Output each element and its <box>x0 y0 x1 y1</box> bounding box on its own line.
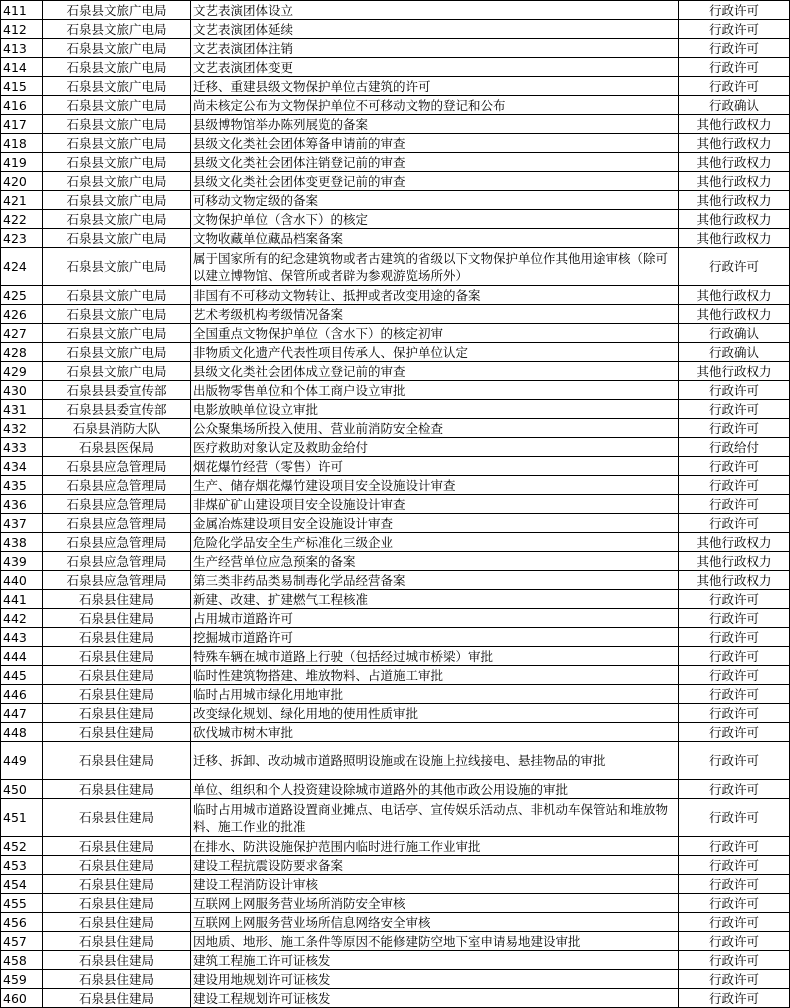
power-type-cell: 行政许可 <box>679 742 790 780</box>
department-cell: 石泉县文旅广电局 <box>43 1 191 20</box>
power-type-cell: 行政许可 <box>679 780 790 799</box>
row-number-cell: 424 <box>1 248 43 286</box>
item-name-cell: 挖掘城市道路许可 <box>191 628 679 647</box>
table-row <box>1 875 790 894</box>
row-number-cell: 436 <box>1 495 43 514</box>
table-row <box>1 837 790 856</box>
item-name-cell: 艺术考级机构考级情况备案 <box>191 305 679 324</box>
item-name-cell: 文物保护单位（含水下）的核定 <box>191 210 679 229</box>
table-row <box>1 191 790 210</box>
power-type-cell: 行政许可 <box>679 932 790 951</box>
department-cell: 石泉县应急管理局 <box>43 457 191 476</box>
item-name-cell: 文艺表演团体变更 <box>191 58 679 77</box>
power-type-cell: 行政许可 <box>679 856 790 875</box>
row-number-cell: 460 <box>1 989 43 1008</box>
row-number-cell: 430 <box>1 381 43 400</box>
department-cell: 石泉县医保局 <box>43 438 191 457</box>
row-number-cell: 440 <box>1 571 43 590</box>
department-cell: 石泉县文旅广电局 <box>43 134 191 153</box>
table-row <box>1 571 790 590</box>
row-number-cell: 412 <box>1 20 43 39</box>
table-row <box>1 153 790 172</box>
item-name-cell: 建筑工程施工许可证核发 <box>191 951 679 970</box>
table-row <box>1 229 790 248</box>
item-name-cell: 因地质、地形、施工条件等原因不能修建防空地下室申请易地建设审批 <box>191 932 679 951</box>
department-cell: 石泉县文旅广电局 <box>43 20 191 39</box>
row-number-cell: 421 <box>1 191 43 210</box>
item-name-cell: 电影放映单位设立审批 <box>191 400 679 419</box>
item-name-cell: 非国有不可移动文物转让、抵押或者改变用途的备案 <box>191 286 679 305</box>
item-name-cell: 新建、改建、扩建燃气工程核准 <box>191 590 679 609</box>
department-cell: 石泉县应急管理局 <box>43 533 191 552</box>
item-name-cell: 出版物零售单位和个体工商户设立审批 <box>191 381 679 400</box>
row-number-cell: 456 <box>1 913 43 932</box>
table-row <box>1 362 790 381</box>
department-cell: 石泉县住建局 <box>43 989 191 1008</box>
power-type-cell: 行政许可 <box>679 457 790 476</box>
power-type-cell: 行政许可 <box>679 837 790 856</box>
department-cell: 石泉县消防大队 <box>43 419 191 438</box>
department-cell: 石泉县住建局 <box>43 913 191 932</box>
department-cell: 石泉县文旅广电局 <box>43 362 191 381</box>
table-row <box>1 476 790 495</box>
department-cell: 石泉县文旅广电局 <box>43 39 191 58</box>
table-row <box>1 286 790 305</box>
department-cell: 石泉县文旅广电局 <box>43 115 191 134</box>
table-row <box>1 970 790 989</box>
power-type-cell: 其他行政权力 <box>679 134 790 153</box>
item-name-cell: 特殊车辆在城市道路上行驶（包括经过城市桥梁）审批 <box>191 647 679 666</box>
table-row <box>1 628 790 647</box>
table-row <box>1 210 790 229</box>
power-type-cell: 行政许可 <box>679 381 790 400</box>
table-row <box>1 685 790 704</box>
table-row <box>1 77 790 96</box>
department-cell: 石泉县文旅广电局 <box>43 305 191 324</box>
row-number-cell: 425 <box>1 286 43 305</box>
item-name-cell: 第三类非药品类易制毒化学品经营备案 <box>191 571 679 590</box>
table-row <box>1 96 790 115</box>
power-type-cell: 其他行政权力 <box>679 552 790 571</box>
power-type-cell: 行政确认 <box>679 96 790 115</box>
power-type-cell: 行政许可 <box>679 58 790 77</box>
row-number-cell: 419 <box>1 153 43 172</box>
power-type-cell: 行政许可 <box>679 951 790 970</box>
department-cell: 石泉县住建局 <box>43 685 191 704</box>
table-row <box>1 39 790 58</box>
item-name-cell: 文艺表演团体延续 <box>191 20 679 39</box>
item-name-cell: 金属冶炼建设项目安全设施设计审查 <box>191 514 679 533</box>
table-row <box>1 457 790 476</box>
table-row <box>1 552 790 571</box>
power-type-cell: 行政许可 <box>679 913 790 932</box>
power-type-cell: 行政许可 <box>679 666 790 685</box>
department-cell: 石泉县住建局 <box>43 856 191 875</box>
table-row <box>1 742 790 780</box>
item-name-cell: 砍伐城市树木审批 <box>191 723 679 742</box>
row-number-cell: 443 <box>1 628 43 647</box>
item-name-cell: 文艺表演团体注销 <box>191 39 679 58</box>
table-row <box>1 248 790 286</box>
row-number-cell: 452 <box>1 837 43 856</box>
power-type-cell: 其他行政权力 <box>679 362 790 381</box>
power-type-cell: 其他行政权力 <box>679 305 790 324</box>
item-name-cell: 全国重点文物保护单位（含水下）的核定初审 <box>191 324 679 343</box>
item-name-cell: 单位、组织和个人投资建设除城市道路外的其他市政公用设施的审批 <box>191 780 679 799</box>
item-name-cell: 建设工程消防设计审核 <box>191 875 679 894</box>
item-name-cell: 县级博物馆举办陈列展览的备案 <box>191 115 679 134</box>
row-number-cell: 411 <box>1 1 43 20</box>
item-name-cell: 建设工程抗震设防要求备案 <box>191 856 679 875</box>
power-type-cell: 行政许可 <box>679 875 790 894</box>
row-number-cell: 457 <box>1 932 43 951</box>
table-row <box>1 666 790 685</box>
row-number-cell: 444 <box>1 647 43 666</box>
department-cell: 石泉县住建局 <box>43 932 191 951</box>
department-cell: 石泉县住建局 <box>43 894 191 913</box>
row-number-cell: 446 <box>1 685 43 704</box>
power-type-cell: 行政许可 <box>679 989 790 1008</box>
power-type-cell: 行政许可 <box>679 685 790 704</box>
row-number-cell: 438 <box>1 533 43 552</box>
row-number-cell: 439 <box>1 552 43 571</box>
row-number-cell: 459 <box>1 970 43 989</box>
row-number-cell: 447 <box>1 704 43 723</box>
row-number-cell: 423 <box>1 229 43 248</box>
power-type-cell: 其他行政权力 <box>679 191 790 210</box>
item-name-cell: 临时性建筑物搭建、堆放物料、占道施工审批 <box>191 666 679 685</box>
item-name-cell: 临时占用城市道路设置商业摊点、电话亭、宣传娱乐活动点、非机动车保管站和堆放物料、施工作业的批准 <box>191 799 679 837</box>
row-number-cell: 417 <box>1 115 43 134</box>
item-name-cell: 医疗救助对象认定及救助金给付 <box>191 438 679 457</box>
table-row <box>1 590 790 609</box>
table-row <box>1 989 790 1008</box>
department-cell: 石泉县住建局 <box>43 799 191 837</box>
department-cell: 石泉县住建局 <box>43 837 191 856</box>
row-number-cell: 422 <box>1 210 43 229</box>
power-type-cell: 行政许可 <box>679 419 790 438</box>
power-type-cell: 行政许可 <box>679 248 790 286</box>
department-cell: 石泉县住建局 <box>43 647 191 666</box>
row-number-cell: 432 <box>1 419 43 438</box>
table-row <box>1 20 790 39</box>
power-type-cell: 行政许可 <box>679 1 790 20</box>
table-row <box>1 894 790 913</box>
item-name-cell: 尚未核定公布为文物保护单位不可移动文物的登记和公布 <box>191 96 679 115</box>
department-cell: 石泉县文旅广电局 <box>43 77 191 96</box>
table-row <box>1 780 790 799</box>
department-cell: 石泉县住建局 <box>43 590 191 609</box>
department-cell: 石泉县住建局 <box>43 970 191 989</box>
item-name-cell: 建设工程规划许可证核发 <box>191 989 679 1008</box>
row-number-cell: 429 <box>1 362 43 381</box>
department-cell: 石泉县文旅广电局 <box>43 286 191 305</box>
table-row <box>1 438 790 457</box>
power-type-cell: 行政许可 <box>679 476 790 495</box>
department-cell: 石泉县应急管理局 <box>43 514 191 533</box>
table-row <box>1 343 790 362</box>
table-row <box>1 932 790 951</box>
item-name-cell: 烟花爆竹经营（零售）许可 <box>191 457 679 476</box>
power-type-cell: 其他行政权力 <box>679 153 790 172</box>
row-number-cell: 449 <box>1 742 43 780</box>
power-type-cell: 行政许可 <box>679 20 790 39</box>
item-name-cell: 占用城市道路许可 <box>191 609 679 628</box>
department-cell: 石泉县应急管理局 <box>43 571 191 590</box>
table-body <box>1 1 790 1008</box>
power-type-cell: 行政许可 <box>679 723 790 742</box>
row-number-cell: 426 <box>1 305 43 324</box>
power-type-cell: 其他行政权力 <box>679 115 790 134</box>
table-row <box>1 799 790 837</box>
item-name-cell: 文物收藏单位藏品档案备案 <box>191 229 679 248</box>
table-row <box>1 495 790 514</box>
department-cell: 石泉县文旅广电局 <box>43 324 191 343</box>
department-cell: 石泉县县委宣传部 <box>43 381 191 400</box>
power-type-cell: 行政许可 <box>679 39 790 58</box>
table-row <box>1 1 790 20</box>
row-number-cell: 413 <box>1 39 43 58</box>
table-row <box>1 400 790 419</box>
row-number-cell: 427 <box>1 324 43 343</box>
department-cell: 石泉县住建局 <box>43 951 191 970</box>
item-name-cell: 文艺表演团体设立 <box>191 1 679 20</box>
department-cell: 石泉县住建局 <box>43 666 191 685</box>
department-cell: 石泉县住建局 <box>43 723 191 742</box>
row-number-cell: 435 <box>1 476 43 495</box>
table-row <box>1 58 790 77</box>
power-type-cell: 行政许可 <box>679 590 790 609</box>
item-name-cell: 临时占用城市绿化用地审批 <box>191 685 679 704</box>
department-cell: 石泉县县委宣传部 <box>43 400 191 419</box>
table-row <box>1 704 790 723</box>
table-row <box>1 647 790 666</box>
power-type-cell: 行政许可 <box>679 894 790 913</box>
table-row <box>1 324 790 343</box>
item-name-cell: 非煤矿矿山建设项目安全设施设计审查 <box>191 495 679 514</box>
row-number-cell: 441 <box>1 590 43 609</box>
department-cell: 石泉县住建局 <box>43 704 191 723</box>
row-number-cell: 420 <box>1 172 43 191</box>
power-type-cell: 行政给付 <box>679 438 790 457</box>
table-row <box>1 134 790 153</box>
row-number-cell: 450 <box>1 780 43 799</box>
department-cell: 石泉县住建局 <box>43 609 191 628</box>
row-number-cell: 453 <box>1 856 43 875</box>
department-cell: 石泉县文旅广电局 <box>43 343 191 362</box>
table-row <box>1 419 790 438</box>
row-number-cell: 458 <box>1 951 43 970</box>
item-name-cell: 建设用地规划许可证核发 <box>191 970 679 989</box>
department-cell: 石泉县文旅广电局 <box>43 229 191 248</box>
department-cell: 石泉县应急管理局 <box>43 495 191 514</box>
power-type-cell: 行政许可 <box>679 400 790 419</box>
row-number-cell: 431 <box>1 400 43 419</box>
department-cell: 石泉县文旅广电局 <box>43 210 191 229</box>
row-number-cell: 454 <box>1 875 43 894</box>
row-number-cell: 433 <box>1 438 43 457</box>
power-type-cell: 其他行政权力 <box>679 172 790 191</box>
department-cell: 石泉县文旅广电局 <box>43 96 191 115</box>
table-row <box>1 856 790 875</box>
row-number-cell: 448 <box>1 723 43 742</box>
item-name-cell: 在排水、防洪设施保护范围内临时进行施工作业审批 <box>191 837 679 856</box>
table-row <box>1 723 790 742</box>
department-cell: 石泉县住建局 <box>43 780 191 799</box>
row-number-cell: 434 <box>1 457 43 476</box>
item-name-cell: 非物质文化遗产代表性项目传承人、保护单位认定 <box>191 343 679 362</box>
item-name-cell: 属于国家所有的纪念建筑物或者古建筑的省级以下文物保护单位作其他用途审核（除可以建立博物馆、保管所或者辟为参观游览场所外） <box>191 248 679 286</box>
table-row <box>1 951 790 970</box>
item-name-cell: 县级文化类社会团体变更登记前的审查 <box>191 172 679 191</box>
power-type-cell: 行政许可 <box>679 77 790 96</box>
power-type-cell: 行政许可 <box>679 495 790 514</box>
power-type-cell: 其他行政权力 <box>679 286 790 305</box>
table-row <box>1 514 790 533</box>
power-type-cell: 其他行政权力 <box>679 571 790 590</box>
row-number-cell: 451 <box>1 799 43 837</box>
department-cell: 石泉县应急管理局 <box>43 476 191 495</box>
power-type-cell: 行政确认 <box>679 343 790 362</box>
power-type-cell: 行政许可 <box>679 609 790 628</box>
table-row <box>1 913 790 932</box>
table-row <box>1 172 790 191</box>
department-cell: 石泉县住建局 <box>43 742 191 780</box>
table-row <box>1 609 790 628</box>
department-cell: 石泉县文旅广电局 <box>43 58 191 77</box>
power-type-cell: 其他行政权力 <box>679 533 790 552</box>
item-name-cell: 改变绿化规划、绿化用地的使用性质审批 <box>191 704 679 723</box>
table-row <box>1 115 790 134</box>
table-row <box>1 533 790 552</box>
item-name-cell: 互联网上网服务营业场所消防安全审核 <box>191 894 679 913</box>
power-type-cell: 其他行政权力 <box>679 229 790 248</box>
power-type-cell: 行政许可 <box>679 970 790 989</box>
row-number-cell: 416 <box>1 96 43 115</box>
item-name-cell: 可移动文物定级的备案 <box>191 191 679 210</box>
department-cell: 石泉县应急管理局 <box>43 552 191 571</box>
power-type-cell: 行政许可 <box>679 514 790 533</box>
row-number-cell: 428 <box>1 343 43 362</box>
power-type-cell: 行政许可 <box>679 799 790 837</box>
department-cell: 石泉县文旅广电局 <box>43 191 191 210</box>
power-type-cell: 行政许可 <box>679 704 790 723</box>
item-name-cell: 迁移、拆卸、改动城市道路照明设施或在设施上拉线接电、悬挂物品的审批 <box>191 742 679 780</box>
department-cell: 石泉县文旅广电局 <box>43 153 191 172</box>
department-cell: 石泉县文旅广电局 <box>43 248 191 286</box>
item-name-cell: 县级文化类社会团体筹备申请前的审查 <box>191 134 679 153</box>
item-name-cell: 生产经营单位应急预案的备案 <box>191 552 679 571</box>
item-name-cell: 公众聚集场所投入使用、营业前消防安全检查 <box>191 419 679 438</box>
table-row <box>1 381 790 400</box>
department-cell: 石泉县住建局 <box>43 875 191 894</box>
row-number-cell: 415 <box>1 77 43 96</box>
table-row <box>1 305 790 324</box>
row-number-cell: 455 <box>1 894 43 913</box>
power-type-cell: 行政确认 <box>679 324 790 343</box>
department-cell: 石泉县住建局 <box>43 628 191 647</box>
item-name-cell: 生产、储存烟花爆竹建设项目安全设施设计审查 <box>191 476 679 495</box>
power-type-cell: 行政许可 <box>679 647 790 666</box>
item-name-cell: 迁移、重建县级文物保护单位古建筑的许可 <box>191 77 679 96</box>
row-number-cell: 437 <box>1 514 43 533</box>
department-cell: 石泉县文旅广电局 <box>43 172 191 191</box>
power-type-cell: 其他行政权力 <box>679 210 790 229</box>
item-name-cell: 危险化学品安全生产标准化三级企业 <box>191 533 679 552</box>
row-number-cell: 442 <box>1 609 43 628</box>
row-number-cell: 414 <box>1 58 43 77</box>
item-name-cell: 县级文化类社会团体成立登记前的审查 <box>191 362 679 381</box>
item-name-cell: 互联网上网服务营业场所信息网络安全审核 <box>191 913 679 932</box>
row-number-cell: 418 <box>1 134 43 153</box>
row-number-cell: 445 <box>1 666 43 685</box>
item-name-cell: 县级文化类社会团体注销登记前的审查 <box>191 153 679 172</box>
power-type-cell: 行政许可 <box>679 628 790 647</box>
